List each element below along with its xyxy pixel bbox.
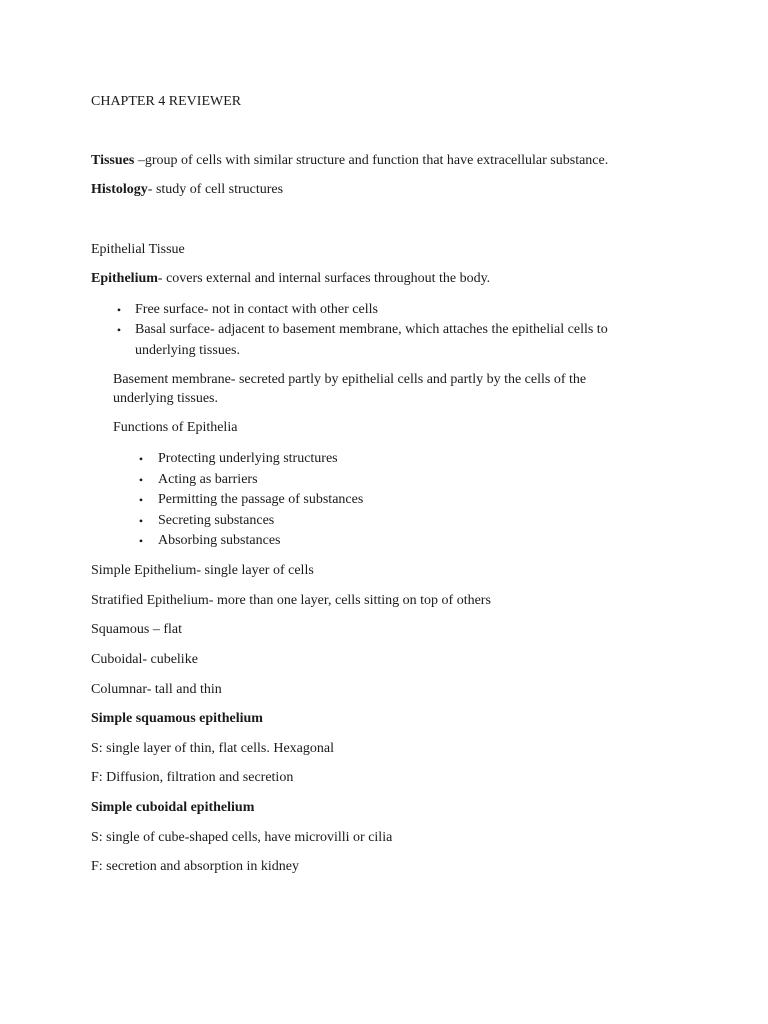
bullet-icon: •: [138, 473, 144, 487]
simple-cuboidal-structure: S: single of cube-shaped cells, have microvilli or cilia: [91, 830, 393, 845]
type-squamous: Squamous – flat: [91, 622, 182, 637]
type-simple: Simple Epithelium- single layer of cells: [91, 563, 314, 578]
definition-epithelium: [91, 269, 490, 289]
list-item-text: Permitting the passage of substances: [158, 492, 364, 507]
list-item-text: Basal surface- adjacent to basement membrane, which attaches the epithelial cells to: [135, 322, 608, 337]
definition-text: - study of cell structures: [147, 182, 284, 197]
functions-heading: Functions of Epithelia: [113, 420, 238, 435]
list-item-text: Protecting underlying structures: [158, 451, 338, 466]
bullet-icon: •: [116, 303, 122, 317]
basement-line-2: underlying tissues.: [113, 391, 218, 406]
simple-cuboidal-heading: Simple cuboidal epithelium: [91, 800, 255, 815]
definition-text: - covers external and internal surfaces throughout the body.: [157, 271, 491, 286]
bullet-icon: •: [138, 452, 144, 466]
list-item-text: Absorbing substances: [158, 533, 281, 548]
definition-text: –group of cells with similar structure and function that have extracellular substance.: [134, 153, 609, 168]
document-title: CHAPTER 4 REVIEWER: [91, 94, 242, 109]
list-item-continuation: underlying tissues.: [135, 343, 240, 358]
section-heading: Epithelial Tissue: [91, 242, 185, 257]
type-stratified: Stratified Epithelium- more than one layer, cells sitting on top of others: [91, 593, 491, 608]
simple-squamous-structure: S: single layer of thin, flat cells. Hexagonal: [91, 741, 334, 756]
list-item-text: Secreting substances: [158, 513, 275, 528]
simple-cuboidal-function: F: secretion and absorption in kidney: [91, 859, 300, 874]
basement-line-1: Basement membrane- secreted partly by epithelial cells and partly by the cells of the: [113, 372, 587, 387]
bullet-icon: •: [138, 514, 144, 528]
definition-term: Tissues: [91, 153, 135, 168]
simple-squamous-heading: Simple squamous epithelium: [91, 711, 263, 726]
simple-squamous-function: F: Diffusion, filtration and secretion: [91, 770, 294, 785]
list-item-text: Acting as barriers: [158, 472, 258, 487]
bullet-icon: •: [138, 493, 144, 507]
definition-tissues: [91, 151, 608, 171]
list-item-text: Free surface- not in contact with other cells: [135, 302, 378, 317]
definition-term: Histology: [91, 182, 148, 197]
definition-histology: [91, 180, 283, 200]
type-columnar: Columnar- tall and thin: [91, 682, 222, 697]
definition-term: Epithelium: [91, 271, 158, 286]
bullet-icon: •: [116, 323, 122, 337]
bullet-icon: •: [138, 534, 144, 548]
type-cuboidal: Cuboidal- cubelike: [91, 652, 198, 667]
